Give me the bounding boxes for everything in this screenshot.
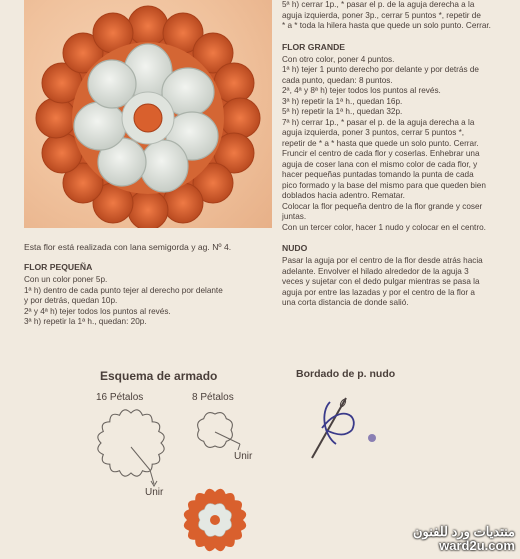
sixteen-petal-outline [98,410,164,476]
instruction-line: pico formado y la base del mismo para que queden bien [282,180,486,190]
instruction-line: 5ª h) repetir la 1ª h., quedan 32p. [282,107,403,116]
section-title: FLOR PEQUEÑA [24,262,93,272]
instruction-line: Colocar la flor pequeña dentro de la flor grande y coser [282,201,483,211]
assembled-flower-diagram [184,489,246,551]
watermark-line-2: ward2u.com [439,538,515,553]
watermark-line-1: منتديات ورد للفنون [412,524,515,539]
instruction-line: Con un color poner 5p. [24,275,108,284]
center-knot [210,515,220,525]
needle-icon [312,398,346,458]
unir-line-large [131,447,150,470]
instruction-line: 1ª h) dentro de cada punto tejer al derecho por delante [24,285,223,295]
instruction-line: doblados hacia adentro. Rematar. [282,191,405,200]
section-title: NUDO [282,243,308,253]
petals-16-label: 16 Pétalos [96,392,144,403]
instruction-line: aguja izquierda, poner 3p., cerrar 5 puntos *, repetir de [282,10,481,20]
instruction-line: 2ª, 4ª y 8ª h) tejer todos los puntos al revés. [282,86,441,95]
instruction-line: 5ª h) cerrar 1p., * pasar el p. de la aguja derecha a la [282,0,475,9]
section-title: FLOR GRANDE [282,41,346,52]
site-watermark [330,524,515,554]
instruction-line: veces y sujetar con el dedo pulgar mientras se pasa la [282,277,480,286]
petals-8-label: 8 Pétalos [192,392,234,403]
instruction-line: aguja de coser lana con el mismo color de cada flor, y [282,159,478,169]
instruction-line: 1ª h) tejer 1 punto derecho por delante y por detrás de [282,65,479,74]
instruction-line: Con un tercer color, hacer 1 nudo y colocar en el centro. [282,222,486,232]
instruction-line: una corta distancia de donde salió. [282,298,409,307]
arrow-icon [238,444,240,450]
eight-petal-outline [198,413,233,448]
instruction-line: aguja izquierda, poner 3 puntos, cerrar 5 puntos *, [282,128,465,137]
instruction-line: Fruncir el centro de cada flor y coserlas. Enhebrar una [282,149,480,158]
unir-label-small: Unir [234,451,253,462]
photo-caption: Esta flor está realizada con lana semigorda y ag. Nº 4. [24,242,232,252]
instruction-line: Con otro color, poner 4 puntos. [282,54,395,64]
instruction-line: aguja por entre las lazadas y por el centro de la flor a [282,287,475,297]
bordado-title: Bordado de p. nudo [296,368,396,380]
instruction-line: hacer pequeñas puntadas tomando la punta de cada [282,170,474,179]
unir-label-large: Unir [145,487,164,498]
instruction-line: * a * toda la hilera hasta que quede un solo punto. Cerrar. [282,21,491,30]
diagram-title: Esquema de armado [100,369,218,383]
instruction-line: cada punto, quedan: 8 puntos. [282,75,393,85]
instruction-line: 3ª h) repetir la 1ª h., quedan: 20p. [24,317,147,326]
yarn-loop-icon [322,414,354,430]
instruction-line: repetir de * a * hasta que quede un solo punto. Cerrar. [282,138,479,148]
unir-line-small [215,432,240,444]
instruction-line: Pasar la aguja por el centro de la flor desde atrás hacia [282,256,483,265]
instruction-line: y por detrás, quedan 10p. [24,296,118,305]
petal-outline [98,410,164,476]
instruction-line: 7ª h) cerrar 1p., * pasar el p. de la aguja derecha a la [282,117,475,127]
instruction-line: 2ª y 4ª h) tejer todos los puntos al revés. [24,306,171,316]
petal-outline [198,413,233,448]
knot-icon [368,434,376,442]
instruction-line: adelante. Envolver el hilado alrededor de la aguja 3 [282,266,469,276]
instruction-line: 3ª h) repetir la 1ª h., quedan 16p. [282,96,403,106]
instruction-line: juntas. [282,212,307,221]
french-knot-illustration [312,398,376,458]
